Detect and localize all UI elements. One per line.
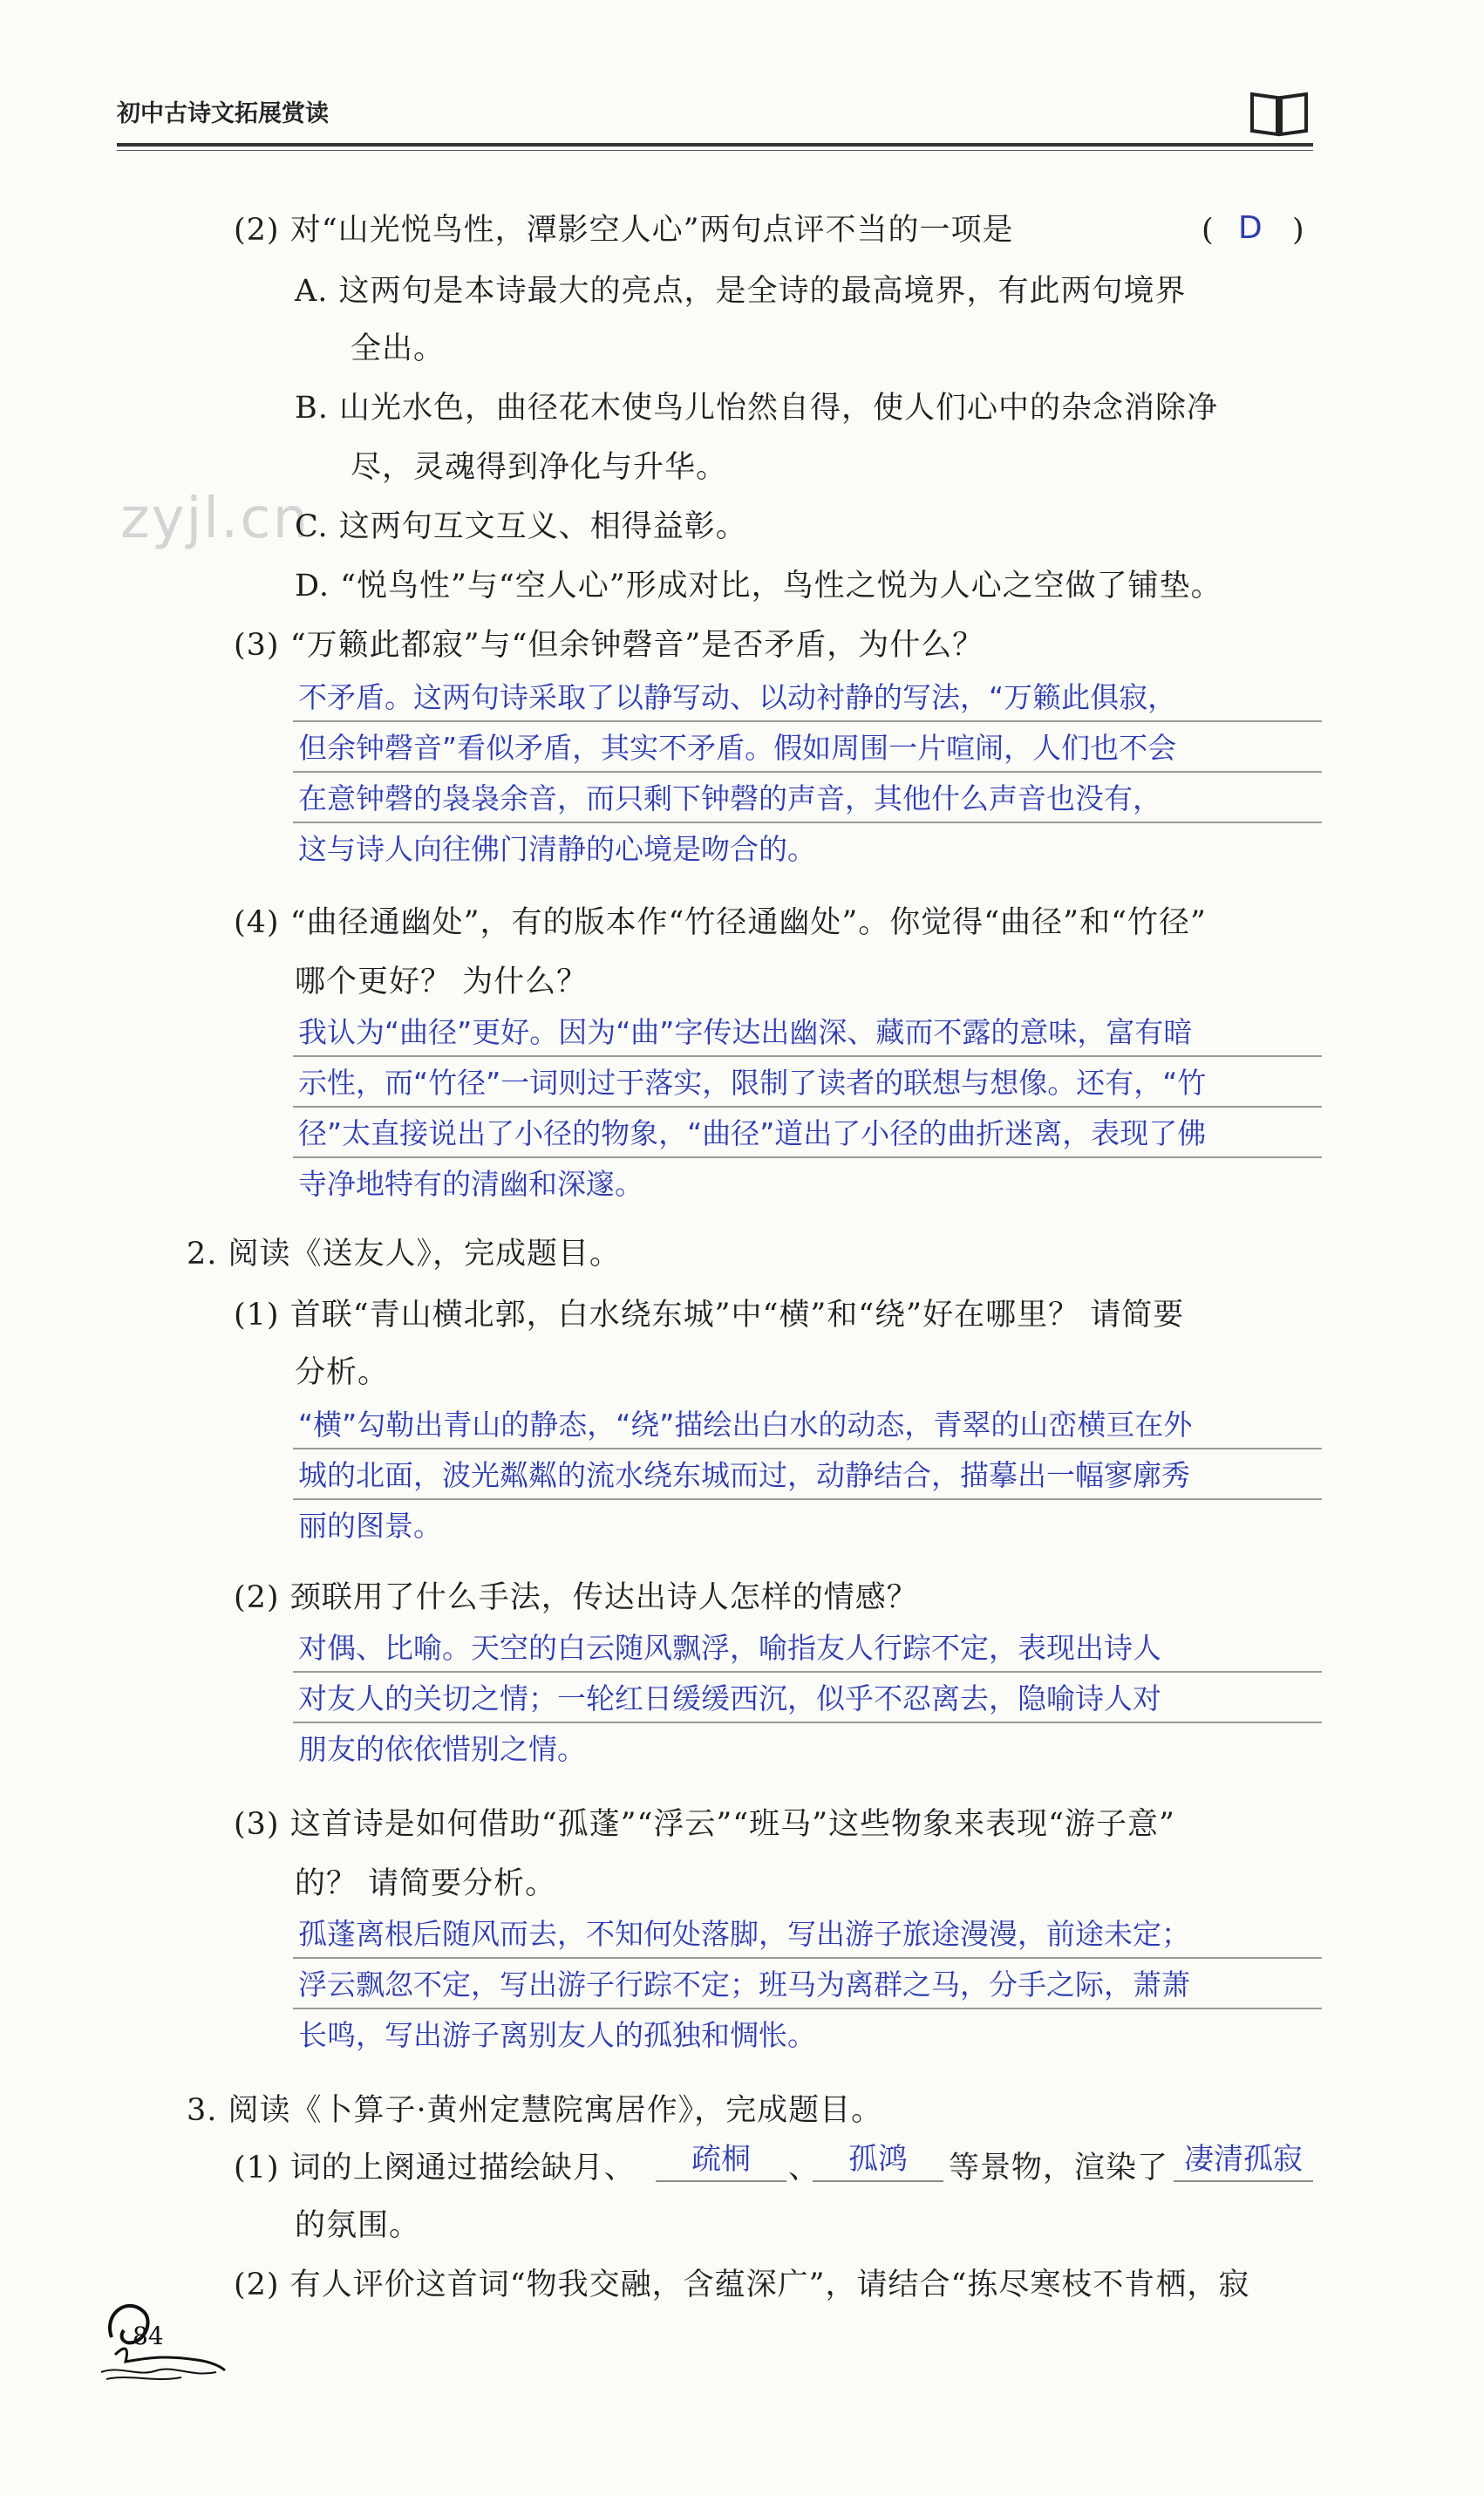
answer-underline bbox=[293, 1156, 1322, 1158]
q1-3-answer-line: 这与诗人向往佛门清静的心境是吻合的。 bbox=[298, 832, 816, 866]
q3-1-stem-start: (1) 词的上阕通过描绘缺月、 bbox=[234, 2151, 636, 2186]
q1-3-stem: (3) “万籁此都寂”与“但余钟磬音”是否矛盾，为什么？ bbox=[234, 628, 984, 663]
answer-underline bbox=[293, 1055, 1322, 1057]
answer-underline bbox=[293, 822, 1322, 823]
header-rule-thin bbox=[117, 150, 1313, 151]
answer-underline bbox=[293, 1722, 1322, 1723]
q3-1-blank-1[interactable]: 疏桐 bbox=[656, 2140, 786, 2182]
answer-underline bbox=[293, 1498, 1322, 1500]
q1-4-answer-line: 寺净地特有的清幽和深邃。 bbox=[298, 1167, 643, 1201]
q2-1-stem-line2: 分析。 bbox=[295, 1355, 390, 1390]
book-icon bbox=[1249, 87, 1310, 138]
header-title: 初中古诗文拓展赏读 bbox=[117, 100, 329, 127]
q3-1-separator: 、 bbox=[788, 2151, 820, 2186]
q1-3-answer-line: 在意钟磬的袅袅余音，而只剩下钟磬的声音，其他什么声音也没有， bbox=[298, 781, 1161, 815]
answer-underline bbox=[293, 1671, 1322, 1673]
q1-2-option-b-line1: B. 山光水色，曲径花木使鸟儿怡然自得，使人们心中的杂念消除净 bbox=[295, 391, 1218, 426]
q1-2-answer: D bbox=[1238, 210, 1263, 246]
q1-4-stem-line1: (4) “曲径通幽处”，有的版本作“竹径通幽处”。你觉得“曲径”和“竹径” bbox=[234, 905, 1207, 940]
watermark: zyjl.cn bbox=[120, 487, 310, 551]
q3-1-blank-2[interactable]: 孤鸿 bbox=[813, 2140, 943, 2182]
q1-4-stem-line2: 哪个更好？ 为什么？ bbox=[295, 965, 589, 999]
page-ornament-icon bbox=[94, 2287, 234, 2383]
q2-2-answer-line: 朋友的依依惜别之情。 bbox=[298, 1732, 586, 1766]
q1-2-option-d: D. “悦鸟性”与“空人心”形成对比，鸟性之悦为人心之空做了铺垫。 bbox=[295, 569, 1222, 604]
q2-3-answer-line: 孤蓬离根后随风而去，不知何处落脚，写出游子旅途漫漫，前途未定； bbox=[298, 1917, 1190, 1951]
answer-underline bbox=[293, 771, 1322, 773]
q2-2-answer-line: 对偶、比喻。天空的白云随风飘浮，喻指友人行踪不定，表现出诗人 bbox=[298, 1631, 1161, 1665]
answer-underline bbox=[293, 2008, 1322, 2009]
q2-1-answer-line: 城的北面，波光粼粼的流水绕东城而过，动静结合，描摹出一幅寥廓秀 bbox=[298, 1458, 1190, 1492]
q1-2-paren-open: ( bbox=[1201, 213, 1215, 248]
answer-underline bbox=[293, 1448, 1322, 1449]
q1-2-option-c: C. 这两句互文互义、相得益彰。 bbox=[295, 509, 747, 544]
q2-3-answer-line: 长鸣，写出游子离别友人的孤独和惆怅。 bbox=[298, 2018, 816, 2052]
q2-title: 2. 阅读《送友人》，完成题目。 bbox=[187, 1237, 622, 1272]
q2-3-stem-line2: 的？ 请简要分析。 bbox=[295, 1866, 557, 1901]
q1-2-stem: (2) 对“山光悦鸟性，潭影空人心”两句点评不当的一项是 bbox=[234, 213, 1014, 248]
q2-1-stem-line1: (1) 首联“青山横北郭，白水绕东城”中“横”和“绕”好在哪里？ 请简要 bbox=[234, 1298, 1185, 1333]
q1-2-option-a-line2: 全出。 bbox=[351, 331, 446, 366]
q2-1-answer-line: “横”勾勒出青山的静态，“绕”描绘出白水的动态，青翠的山峦横亘在外 bbox=[298, 1408, 1193, 1442]
q3-1-blank-3[interactable]: 凄清孤寂 bbox=[1174, 2140, 1313, 2182]
q2-1-answer-line: 丽的图景。 bbox=[298, 1509, 442, 1543]
q1-4-answer-line: 示性，而“竹径”一词则过于落实，限制了读者的联想与想像。还有，“竹 bbox=[298, 1066, 1207, 1100]
q1-4-answer-line: 我认为“曲径”更好。因为“曲”字传达出幽深、藏而不露的意味，富有暗 bbox=[298, 1015, 1193, 1049]
q3-1-stem-end: 的氛围。 bbox=[295, 2208, 421, 2243]
q1-2-paren-close: ) bbox=[1292, 213, 1305, 248]
q1-2-option-b-line2: 尽，灵魂得到净化与升华。 bbox=[351, 450, 728, 485]
header-rule bbox=[117, 143, 1313, 147]
q2-2-answer-line: 对友人的关切之情；一轮红日缓缓西沉，似乎不忍离去，隐喻诗人对 bbox=[298, 1681, 1161, 1715]
q1-2-option-a-line1: A. 这两句是本诗最大的亮点，是全诗的最高境界，有此两句境界 bbox=[295, 274, 1187, 309]
q2-3-answer-line: 浮云飘忽不定，写出游子行踪不定；班马为离群之马，分手之际，萧萧 bbox=[298, 1967, 1190, 2002]
answer-underline bbox=[293, 1106, 1322, 1108]
q3-title: 3. 阅读《卜算子·黄州定慧院寓居作》，完成题目。 bbox=[187, 2093, 883, 2128]
answer-underline bbox=[293, 1957, 1322, 1959]
answer-underline bbox=[293, 720, 1322, 722]
q2-3-stem-line1: (3) 这首诗是如何借助“孤蓬”“浮云”“班马”这些物象来表现“游子意” bbox=[234, 1807, 1175, 1842]
q3-2-stem: (2) 有人评价这首词“物我交融，含蕴深广”，请结合“拣尽寒枝不肯栖，寂 bbox=[234, 2268, 1250, 2302]
q1-3-answer-line: 但余钟磬音”看似矛盾，其实不矛盾。假如周围一片喧闹，人们也不会 bbox=[298, 731, 1177, 765]
q2-2-stem: (2) 颈联用了什么手法，传达出诗人怎样的情感？ bbox=[234, 1580, 918, 1615]
q3-1-stem-middle: 等景物，渲染了 bbox=[949, 2151, 1169, 2186]
q1-3-answer-line: 不矛盾。这两句诗采取了以静写动、以动衬静的写法，“万籁此俱寂， bbox=[298, 680, 1177, 714]
q1-4-answer-line: 径”太直接说出了小径的物象，“曲径”道出了小径的曲折迷离，表现了佛 bbox=[298, 1116, 1207, 1150]
page-number: 84 bbox=[133, 2322, 164, 2350]
